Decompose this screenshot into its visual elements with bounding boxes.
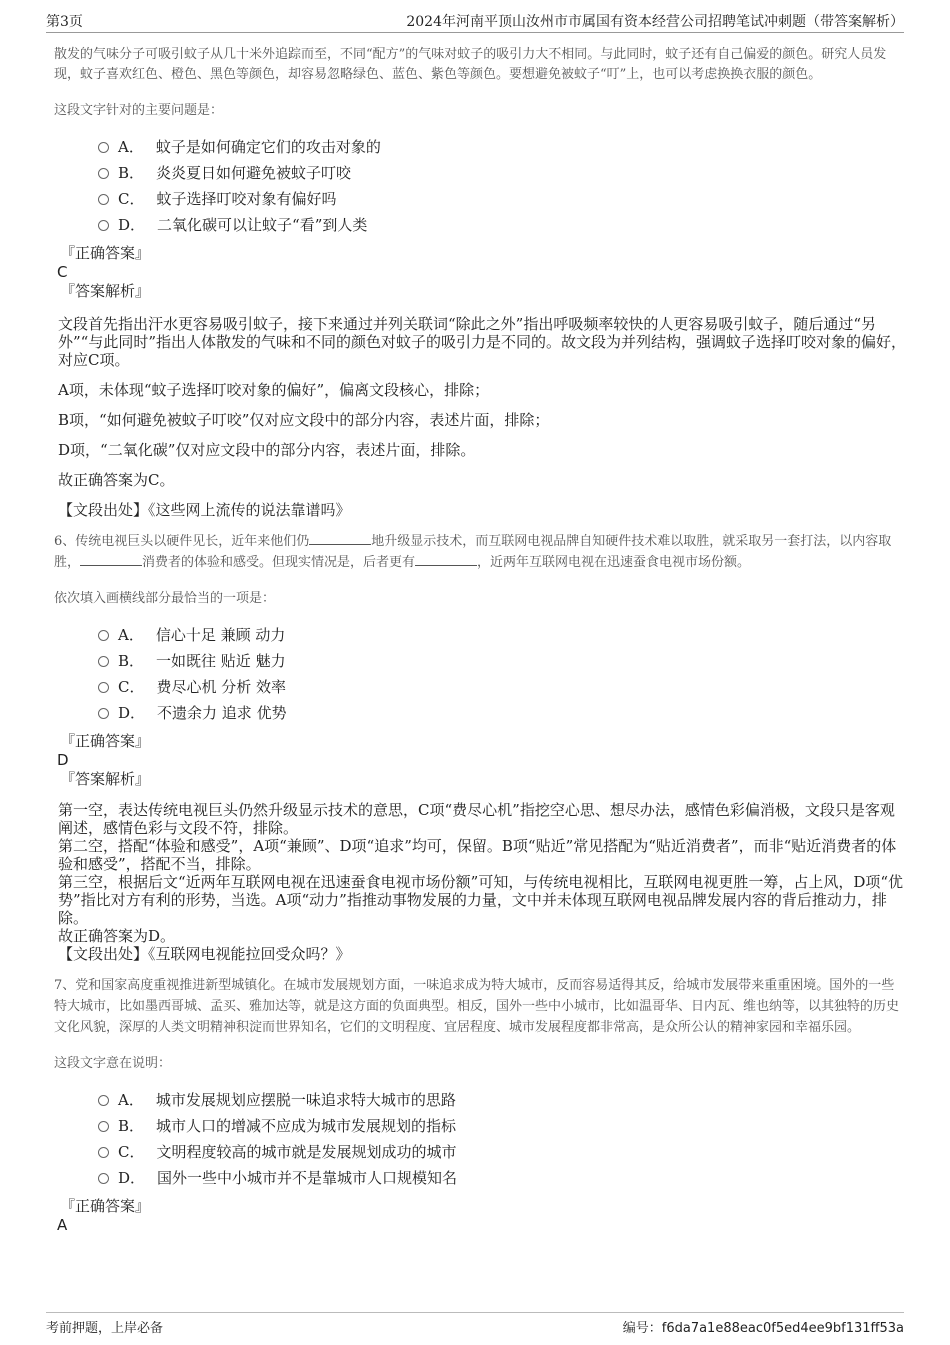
q6-option-d[interactable]: D． 不遗余力 追求 优势 xyxy=(98,700,906,726)
q5-analysis-p4: D项，“二氧化碳”仅对应文段中的部分内容，表述片面，排除。 xyxy=(58,441,476,459)
radio-icon[interactable] xyxy=(98,682,109,693)
q5-option-b[interactable]: B． 炎炎夏日如何避免被蚊子叮咬 xyxy=(98,160,906,186)
q6-analysis-p4: 故正确答案为D。 xyxy=(58,927,176,945)
radio-icon[interactable] xyxy=(98,630,109,641)
radio-icon[interactable] xyxy=(98,656,109,667)
q5-passage: 散发的气味分子可吸引蚊子从几十米外追踪而至，不同“配方”的气味对蚊子的吸引力大不相同。与此同时，蚊子还有自己偏爱的颜色。研究人员发现，蚊子喜欢红色、橙色、黑色等颜色，却容易忽略绿色、蓝色、紫色等颜色。要想避免被蚊子“叮”上，也可以考虑换换衣服的颜色。 xyxy=(54,47,887,82)
q6-analysis-p3: 第三空，根据后文“近两年互联网电视在迅速蚕食电视市场份额”可知，与传统电视相比，互联网电视更胜一筹，占上风，D项“优势”指比对方有利的形势，当选。A项“动力”指推动事物发展的力量，文中并未体现互联网电视品牌发展内容的背后推动力，排除。 xyxy=(58,873,904,927)
page-number: 第3页 xyxy=(46,14,83,30)
q6-option-b[interactable]: B． 一如既往 贴近 魅力 xyxy=(98,648,906,674)
q6-source: 【文段出处】《互联网电视能拉回受众吗？》 xyxy=(58,945,351,963)
q7-option-a[interactable]: A． 城市发展规划应摆脱一味追求特大城市的思路 xyxy=(98,1087,906,1113)
radio-icon[interactable] xyxy=(98,1121,109,1132)
q5-option-c[interactable]: C． 蚊子选择叮咬对象有偏好吗 xyxy=(98,186,906,212)
footer-document-id: 编号：f6da7a1e88eac0f5ed4ee9bf131ff53a xyxy=(622,1321,904,1336)
radio-icon[interactable] xyxy=(98,168,109,179)
q7-option-c[interactable]: C． 文明程度较高的城市就是发展规划成功的城市 xyxy=(98,1139,906,1165)
q6-prompt: 依次填入画横线部分最恰当的一项是： xyxy=(54,591,276,606)
q5-options xyxy=(98,134,906,238)
q5-prompt: 这段文字针对的主要问题是： xyxy=(54,103,224,118)
radio-icon[interactable] xyxy=(98,708,109,719)
page-footer xyxy=(46,1312,904,1336)
q7-answer-heading: 『正确答案』 xyxy=(60,1197,151,1215)
radio-icon[interactable] xyxy=(98,1173,109,1184)
q6-answer: D xyxy=(57,751,69,769)
q5-source: 【文段出处】《这些网上流传的说法靠谱吗》 xyxy=(58,501,351,519)
q5-option-d[interactable]: D． 二氧化碳可以让蚊子“看”到人类 xyxy=(98,212,906,238)
document-title: 2024年河南平顶山汝州市市属国有资本经营公司招聘笔试冲刺题（带答案解析） xyxy=(406,14,904,30)
q7-stem: 7、党和国家高度重视推进新型城镇化。在城市发展规划方面，一味追求成为特大城市，反而容易适得其反，给城市发展带来重重困境。国外的一些特大城市，比如墨西哥城、孟买、雅加达等，就是这方面的负面典型。相反，国外一些中小城市，比如温哥华、日内瓦、维也纳等，以其独特的历史文化风貌，深厚的人类文明精神积淀而世界知名，它们的文明程度、宜居程度、城市发展程度都非常高，是众所公认的精神家园和幸福乐园。 xyxy=(54,978,900,1035)
blank-line xyxy=(415,553,477,566)
q7-option-d[interactable]: D． 国外一些中小城市并不是靠城市人口规模知名 xyxy=(98,1165,906,1191)
radio-icon[interactable] xyxy=(98,220,109,231)
q7-prompt: 这段文字意在说明： xyxy=(54,1056,172,1071)
radio-icon[interactable] xyxy=(98,142,109,153)
radio-icon[interactable] xyxy=(98,1095,109,1106)
q6-answer-heading: 『正确答案』 xyxy=(60,732,151,750)
footer-slogan: 考前押题，上岸必备 xyxy=(46,1321,164,1336)
q6-option-a[interactable]: A． 信心十足 兼顾 动力 xyxy=(98,622,906,648)
radio-icon[interactable] xyxy=(98,1147,109,1158)
q6-analysis-heading: 『答案解析』 xyxy=(60,770,151,788)
q6-options xyxy=(98,622,906,726)
q6-analysis-p1: 第一空，表达传统电视巨头仍然升级显示技术的意思，C项“费尽心机”指挖空心思、想尽办法，感情色彩偏消极，文段只是客观阐述，感情色彩与文段不符，排除。 xyxy=(58,801,895,837)
q7-option-b[interactable]: B． 城市人口的增减不应成为城市发展规划的指标 xyxy=(98,1113,906,1139)
q5-analysis-p5: 故正确答案为C。 xyxy=(58,471,175,489)
q5-answer-heading: 『正确答案』 xyxy=(60,244,151,262)
q5-answer: C xyxy=(57,263,68,281)
q6-stem: 6、传统电视巨头以硬件见长，近年来他们仍 地升级显示技术，而互联网电视品牌自知硬件技术难以取胜，就采取另一套打法，以内容取胜， 消费者的体验和感受。但现实情况是，后者更有 ，近两年互联网电视在迅速蚕食电视市场份额。 xyxy=(54,534,892,570)
q5-analysis-p2: A项，未体现“蚊子选择叮咬对象的偏好”，偏离文段核心，排除； xyxy=(58,381,490,399)
q6-analysis-p2: 第二空，搭配“体验和感受”，A项“兼顾”、D项“追求”均可，保留。B项“贴近”常见搭配为“贴近消费者”，而非“贴近消费者的体验和感受”，搭配不当，排除。 xyxy=(58,837,897,873)
radio-icon[interactable] xyxy=(98,194,109,205)
q5-analysis-p1: 文段首先指出汗水更容易吸引蚊子，接下来通过并列关联词“除此之外”指出呼吸频率较快的人更容易吸引蚊子，随后通过“另外”“与此同时”指出人体散发的气味和不同的颜色对蚊子的吸引力是不同的。故文段为并列结构，强调蚊子选择叮咬对象的偏好，对应C项。 xyxy=(58,315,907,369)
q6-option-c[interactable]: C． 费尽心机 分析 效率 xyxy=(98,674,906,700)
page-content xyxy=(54,45,906,1235)
q5-analysis-p3: B项，“如何避免被蚊子叮咬”仅对应文段中的部分内容，表述片面，排除； xyxy=(58,411,550,429)
q7-answer: A xyxy=(57,1216,68,1234)
q5-option-a[interactable]: A． 蚊子是如何确定它们的攻击对象的 xyxy=(98,134,906,160)
page-header xyxy=(46,8,904,33)
blank-line xyxy=(80,553,142,566)
q7-options xyxy=(98,1087,906,1191)
blank-line xyxy=(309,532,371,545)
q5-analysis-heading: 『答案解析』 xyxy=(60,282,151,300)
